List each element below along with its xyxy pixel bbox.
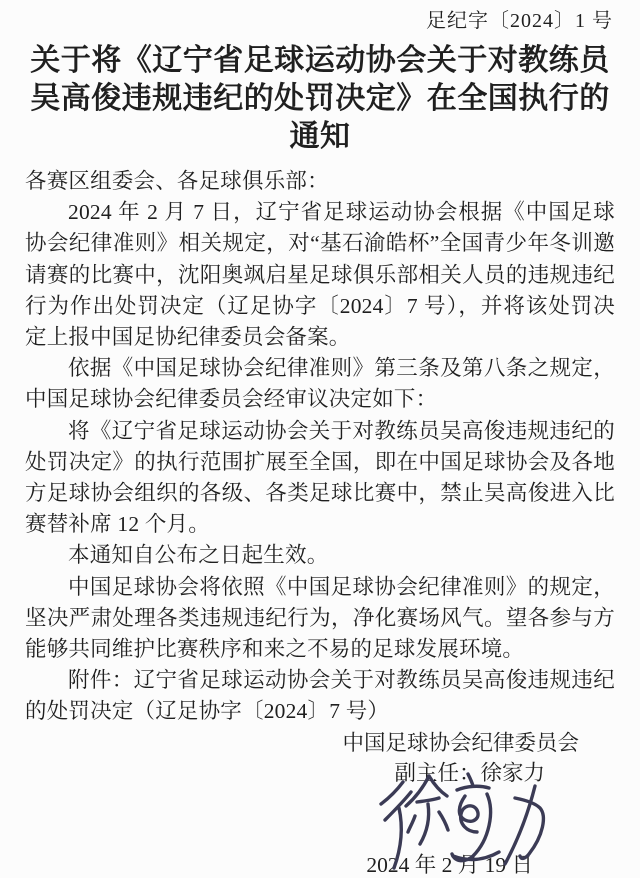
closing-block [25, 728, 615, 878]
paragraph-5: 中国足球协会将依照《中国足球协会纪律准则》的规定，坚决严肃处理各类违规违纪行为，净化赛场风气。望各参与方能够共同维护比赛秩序和来之不易的足球发展环境。 [25, 574, 615, 662]
signature-area [25, 788, 615, 852]
paragraph-2: 依据《中国足球协会纪律准则》第三条及第八条之规定，中国足球协会纪律委员会经审议决定如下： [25, 356, 615, 412]
signer-title-name: 副主任：徐家力 [394, 760, 545, 785]
handwritten-signature [373, 772, 563, 872]
paragraph-4: 本通知自公布之日起生效。 [68, 543, 329, 568]
document-title-line-2: 吴高俊违规违纪的处罚决定》在全国执行的通知 [30, 82, 610, 153]
document-date: 2024 年 2 月 19 日 [366, 852, 533, 877]
salutation: 各赛区组委会、各足球俱乐部： [25, 169, 329, 193]
document-title [25, 42, 615, 156]
paragraph-3: 将《辽宁省足球运动协会关于对教练员吴高俊违规违纪的处罚决定》的执行范围扩展至全国，即在中国足球协会及各地方足球协会组织的各级、各类足球比赛中，禁止吴高俊进入比赛替补席 12 个月。 [25, 418, 615, 537]
paragraph-1: 2024 年 2 月 7 日，辽宁省足球运动协会根据《中国足球协会纪律准则》相关规定，对“基石渝皓杯”全国青少年冬训邀请赛的比赛中，沈阳奥飒启星足球俱乐部相关人员的违规违纪行为作出处罚决定（辽足协字〔2024〕7 号），并将该处罚决定上报中国足协纪律委员会备案。 [25, 200, 615, 350]
document-title-line-1: 关于将《辽宁省足球运动协会关于对教练员 [30, 44, 610, 77]
document-number: 足纪字〔2024〕1 号 [426, 10, 613, 32]
issuing-organization: 中国足球协会纪律委员会 [342, 730, 579, 755]
attachment-note: 附件：辽宁省足球运动协会关于对教练员吴高俊违规违纪的处罚决定（辽足协字〔2024〕7 号） [25, 668, 615, 724]
document-body [25, 166, 615, 728]
